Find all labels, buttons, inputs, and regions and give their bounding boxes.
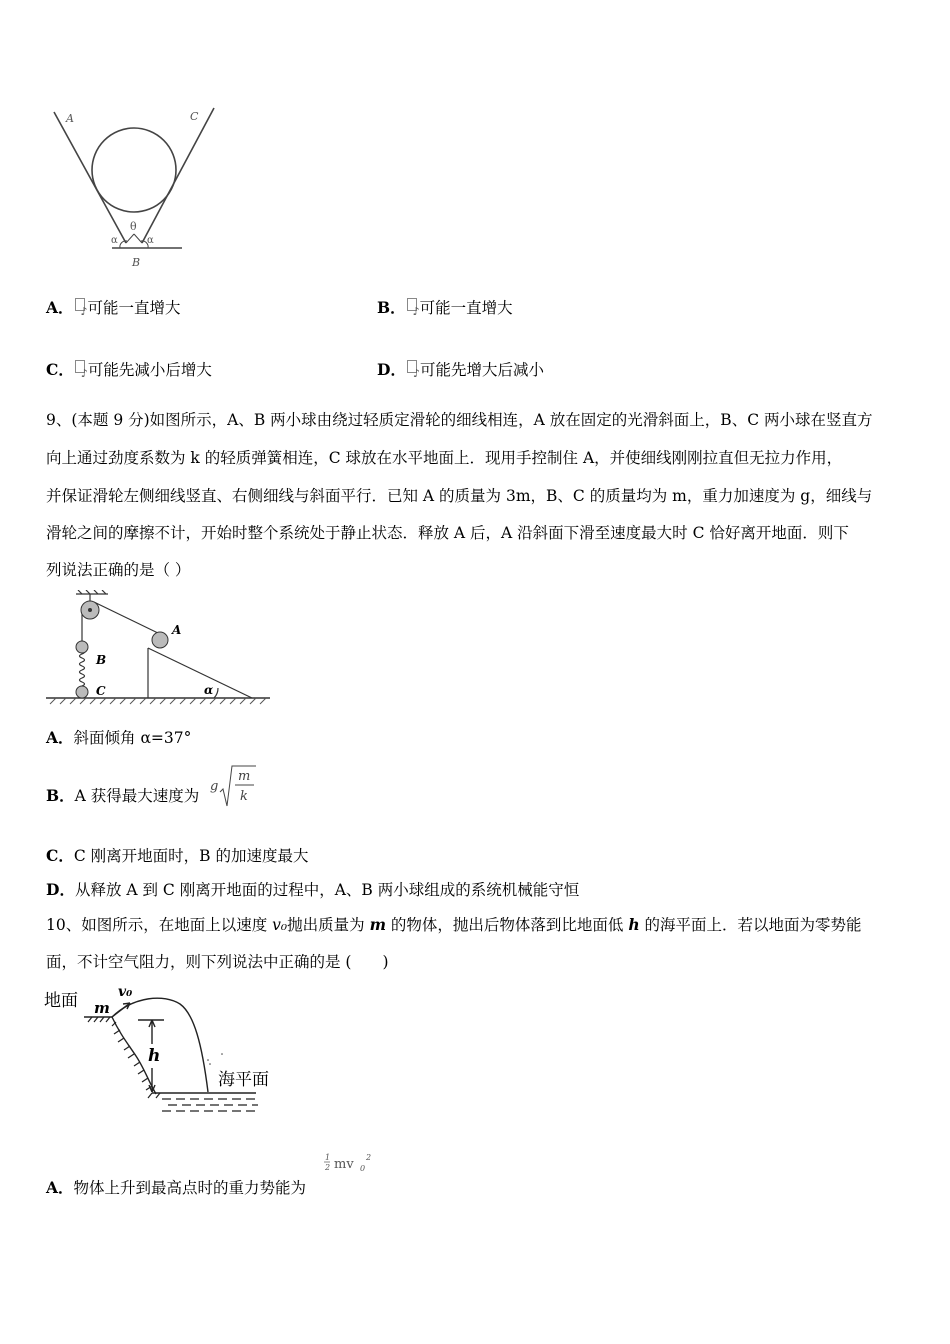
svg-text:m: m	[238, 769, 251, 784]
label-a: A	[172, 623, 182, 637]
label-h: h	[148, 1046, 161, 1066]
label-a: A	[66, 112, 74, 125]
q10-line-2: 面，不计空气阻力，则下列说法中正确的是 ( )	[46, 953, 389, 971]
q9-option-a: A．斜面倾角 α=37°	[46, 728, 192, 747]
q8-option-d: D． ♪ 可能先增大后减小	[377, 360, 544, 380]
label-alpha-left: α	[111, 235, 118, 246]
q9-option-d: D．从释放 A 到 C 刚离开地面的过程中，A、B 两小球组成的系统机械能守恒	[46, 880, 580, 899]
label-m: m	[94, 999, 110, 1017]
q9-formula-g-sqrt-m-over-k	[208, 762, 258, 812]
symbol-icon: ♪	[74, 298, 88, 314]
q8-option-c: C． ♪ 可能先减小后增大	[46, 360, 212, 380]
q9-line-5: 列说法正确的是（ ）	[46, 561, 191, 579]
svg-text:1: 1	[325, 1153, 331, 1162]
svg-text:g: g	[210, 779, 219, 794]
q9-line-2: 向上通过劲度系数为 k 的轻质弹簧相连，C 球放在水平地面上．现用手控制住 A，并使细线刚刚拉直但无拉力作用，	[46, 449, 843, 467]
ball-b	[76, 641, 88, 653]
q10-formula-half-mv0-squared	[324, 1152, 376, 1178]
label-sea: 海平面	[218, 1070, 269, 1089]
svg-text:0: 0	[360, 1164, 366, 1173]
label-alpha-right: α	[147, 235, 154, 246]
label-c: C	[190, 110, 199, 123]
q9-line-1: 9、(本题 9 分)如图所示，A、B 两小球由绕过轻质定滑轮的细线相连，A 放在固定的光滑斜面上，B、C 两小球在竖直方	[46, 411, 873, 429]
q8-option-a: A． ♪ 可能一直增大	[46, 298, 181, 318]
q9-line-3: 并保证滑轮左侧细线竖直、右侧细线与斜面平行．已知 A 的质量为 3m，B、C 的质量均为 m，重力加速度为 g，细线与	[46, 487, 873, 505]
label-b: B	[96, 653, 107, 667]
label-v0: v₀	[118, 984, 133, 1000]
svg-text:k: k	[240, 789, 248, 804]
board-c	[142, 108, 214, 243]
label-c: C	[96, 684, 106, 698]
label-alpha: α	[204, 683, 214, 697]
label-theta: θ	[130, 220, 137, 233]
q9-figure	[46, 590, 274, 712]
symbol-icon: ♪	[74, 360, 88, 376]
symbol-icon: ♪	[406, 298, 420, 314]
q10-figure	[44, 984, 294, 1116]
q9-line-4: 滑轮之间的摩擦不计，开始时整个系统处于静止状态．释放 A 后，A 沿斜面下滑至速度最大时 C 恰好离开地面．则下	[46, 524, 849, 542]
q8-option-b: B． ♪ 可能一直增大	[377, 298, 513, 318]
ball-c	[76, 686, 88, 698]
label-ground: 地面	[44, 991, 78, 1010]
q9-option-b: B．A 获得最大速度为	[46, 786, 200, 805]
ball	[92, 128, 176, 212]
q8-figure	[48, 100, 218, 270]
svg-text:mv: mv	[334, 1157, 354, 1172]
label-b: B	[132, 256, 141, 269]
svg-text:2: 2	[366, 1153, 372, 1162]
q10-line-1: 10、如图所示，在地面上以速度 v₀抛出质量为 m 的物体，抛出后物体落到比地面低 h 的海平面上．若以地面为零势能	[46, 915, 862, 934]
symbol-icon: ♪	[406, 360, 420, 376]
svg-text:2: 2	[325, 1163, 331, 1172]
q9-option-c: C．C 刚离开地面时，B 的加速度最大	[46, 846, 309, 865]
ball-a	[152, 632, 168, 648]
q10-option-a: A．物体上升到最高点时的重力势能为	[46, 1178, 307, 1197]
